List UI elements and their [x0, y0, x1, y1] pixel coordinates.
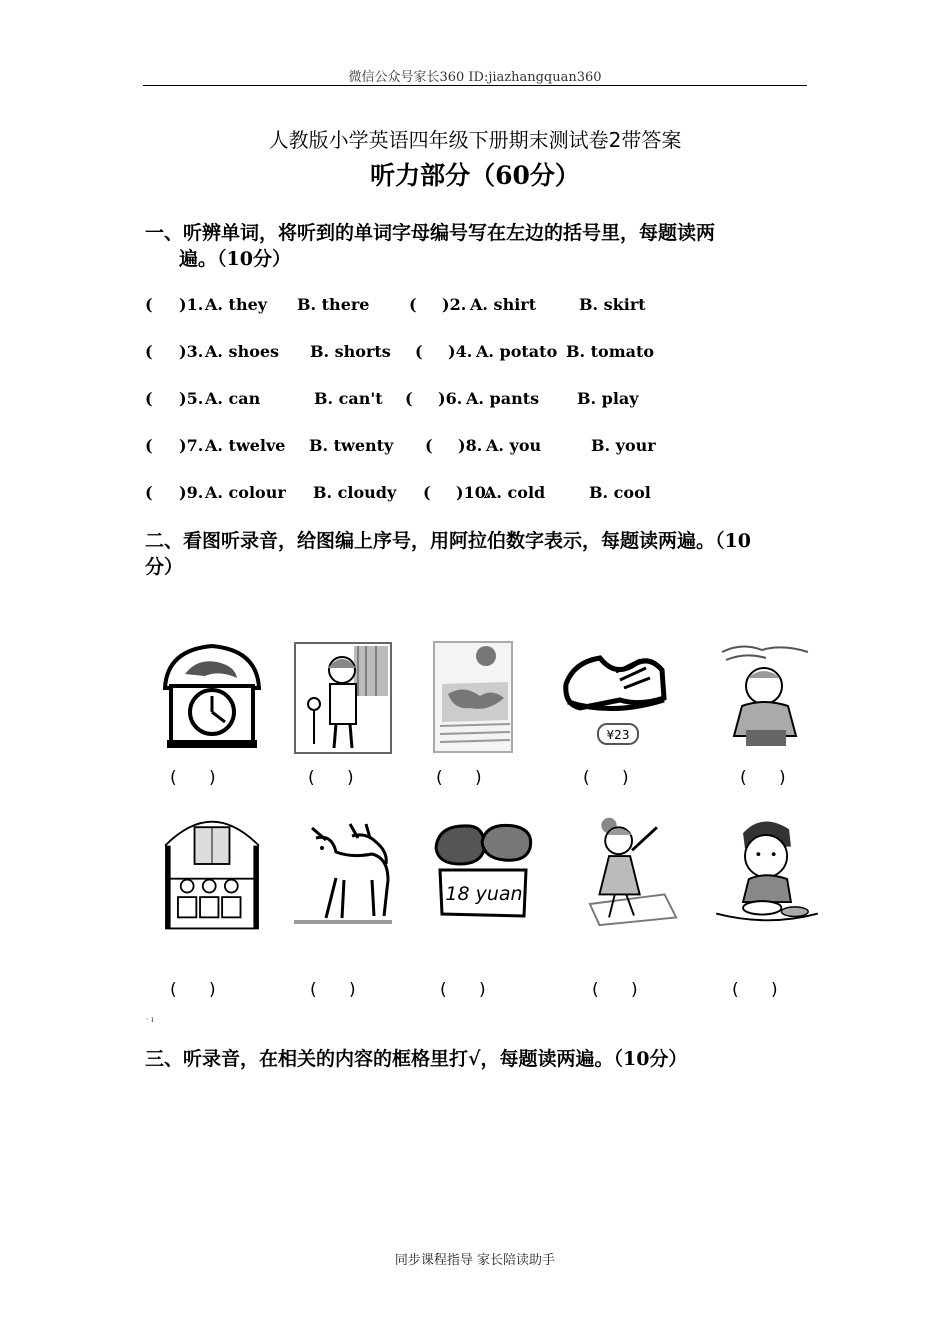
question-number: )10.	[456, 483, 492, 502]
shoe-icon	[560, 640, 670, 755]
option-b: B. there	[297, 295, 370, 314]
option-a: A. they	[205, 295, 268, 314]
answer-blank-1[interactable]: ( )	[170, 768, 216, 788]
option-a: A. shoes	[205, 342, 280, 361]
option-b: B. tomato	[566, 342, 655, 361]
section2-heading	[145, 528, 815, 580]
answer-blank-8[interactable]: ( )	[440, 980, 486, 1000]
option-b: B. can't	[314, 389, 383, 408]
listening-part-title: 听力部分（60分）	[370, 161, 580, 190]
shoe-price-tag: ¥23	[606, 728, 630, 742]
answer-paren[interactable]: (	[145, 389, 153, 408]
question-row	[145, 436, 705, 460]
answer-paren[interactable]: (	[145, 295, 153, 314]
question-number: )3.	[179, 342, 204, 361]
option-b: B. play	[577, 389, 639, 408]
section1-heading-line1: 一、听辨单词，将听到的单词字母编号写在左边的括号里，每题读两	[145, 222, 716, 244]
answer-paren[interactable]: (	[145, 483, 153, 502]
question-number: )2.	[442, 295, 467, 314]
option-a: A. potato	[476, 342, 558, 361]
option-b: B. cloudy	[313, 483, 397, 502]
answer-blank-9[interactable]: ( )	[592, 980, 638, 1000]
section1-heading-line2: 遍。（10分）	[179, 248, 291, 270]
option-a: A. twelve	[205, 436, 286, 455]
sandals-price-tag: 18 yuan	[445, 883, 523, 905]
option-a: A. shirt	[470, 295, 537, 314]
answer-paren[interactable]: (	[423, 483, 431, 502]
answer-paren[interactable]: (	[415, 342, 423, 361]
question-number: )6.	[438, 389, 463, 408]
question-number: )8.	[458, 436, 483, 455]
answer-blank-7[interactable]: ( )	[310, 980, 356, 1000]
option-b: B. skirt	[579, 295, 646, 314]
answer-paren[interactable]: (	[409, 295, 417, 314]
question-number: )5.	[179, 389, 204, 408]
question-number: )4.	[448, 342, 473, 361]
section2-heading-line1: 二、看图听录音，给图编上序号，用阿拉伯数字表示，每题读两遍。（10	[145, 530, 751, 552]
question-row	[145, 483, 705, 507]
answer-blank-6[interactable]: ( )	[170, 980, 216, 1000]
section2-heading-line2: 分）	[145, 556, 184, 578]
question-row	[145, 389, 705, 413]
answer-paren[interactable]: (	[145, 342, 153, 361]
option-a: A. colour	[205, 483, 286, 502]
question-row	[145, 295, 705, 319]
option-a: A. pants	[466, 389, 540, 408]
goats-icon	[292, 818, 402, 933]
question-number: )9.	[179, 483, 204, 502]
page-footer: 同步课程指导 家长陪读助手	[394, 1253, 556, 1268]
answer-paren[interactable]: (	[145, 436, 153, 455]
answer-blank-10[interactable]: ( )	[732, 980, 778, 1000]
answer-blank-4[interactable]: ( )	[583, 768, 629, 788]
girl-shopping-icon	[292, 640, 402, 755]
option-a: A. cold	[484, 483, 546, 502]
sandals-icon	[430, 818, 540, 933]
classroom-icon	[157, 818, 267, 933]
section1-heading	[145, 220, 815, 272]
boy-eating-icon	[712, 812, 822, 927]
answer-paren[interactable]: (	[425, 436, 433, 455]
page-header: 微信公众号家长360 ID:jiazhangquan360	[348, 70, 602, 85]
question-number: )7.	[179, 436, 204, 455]
option-b: B. cool	[589, 483, 651, 502]
answer-blank-3[interactable]: ( )	[436, 768, 482, 788]
option-a: A. you	[486, 436, 542, 455]
stray-mark: · ı	[146, 1015, 154, 1024]
option-b: B. your	[591, 436, 656, 455]
hot-boy-icon	[712, 640, 822, 755]
girl-playing-icon	[578, 812, 688, 927]
option-b: B. twenty	[309, 436, 394, 455]
header-divider	[143, 85, 807, 86]
section3-heading: 三、听录音，在相关的内容的框格里打√，每题读两遍。（10分）	[145, 1048, 688, 1070]
answer-blank-2[interactable]: ( )	[308, 768, 354, 788]
option-a: A. can	[205, 389, 261, 408]
document-title: 人教版小学英语四年级下册期末测试卷2带答案	[268, 128, 682, 152]
answer-blank-5[interactable]: ( )	[740, 768, 786, 788]
question-row	[145, 342, 705, 366]
sunny-landscape-icon	[430, 640, 540, 755]
option-b: B. shorts	[310, 342, 391, 361]
clock-icon	[157, 640, 267, 755]
question-number: )1.	[179, 295, 204, 314]
answer-paren[interactable]: (	[405, 389, 413, 408]
